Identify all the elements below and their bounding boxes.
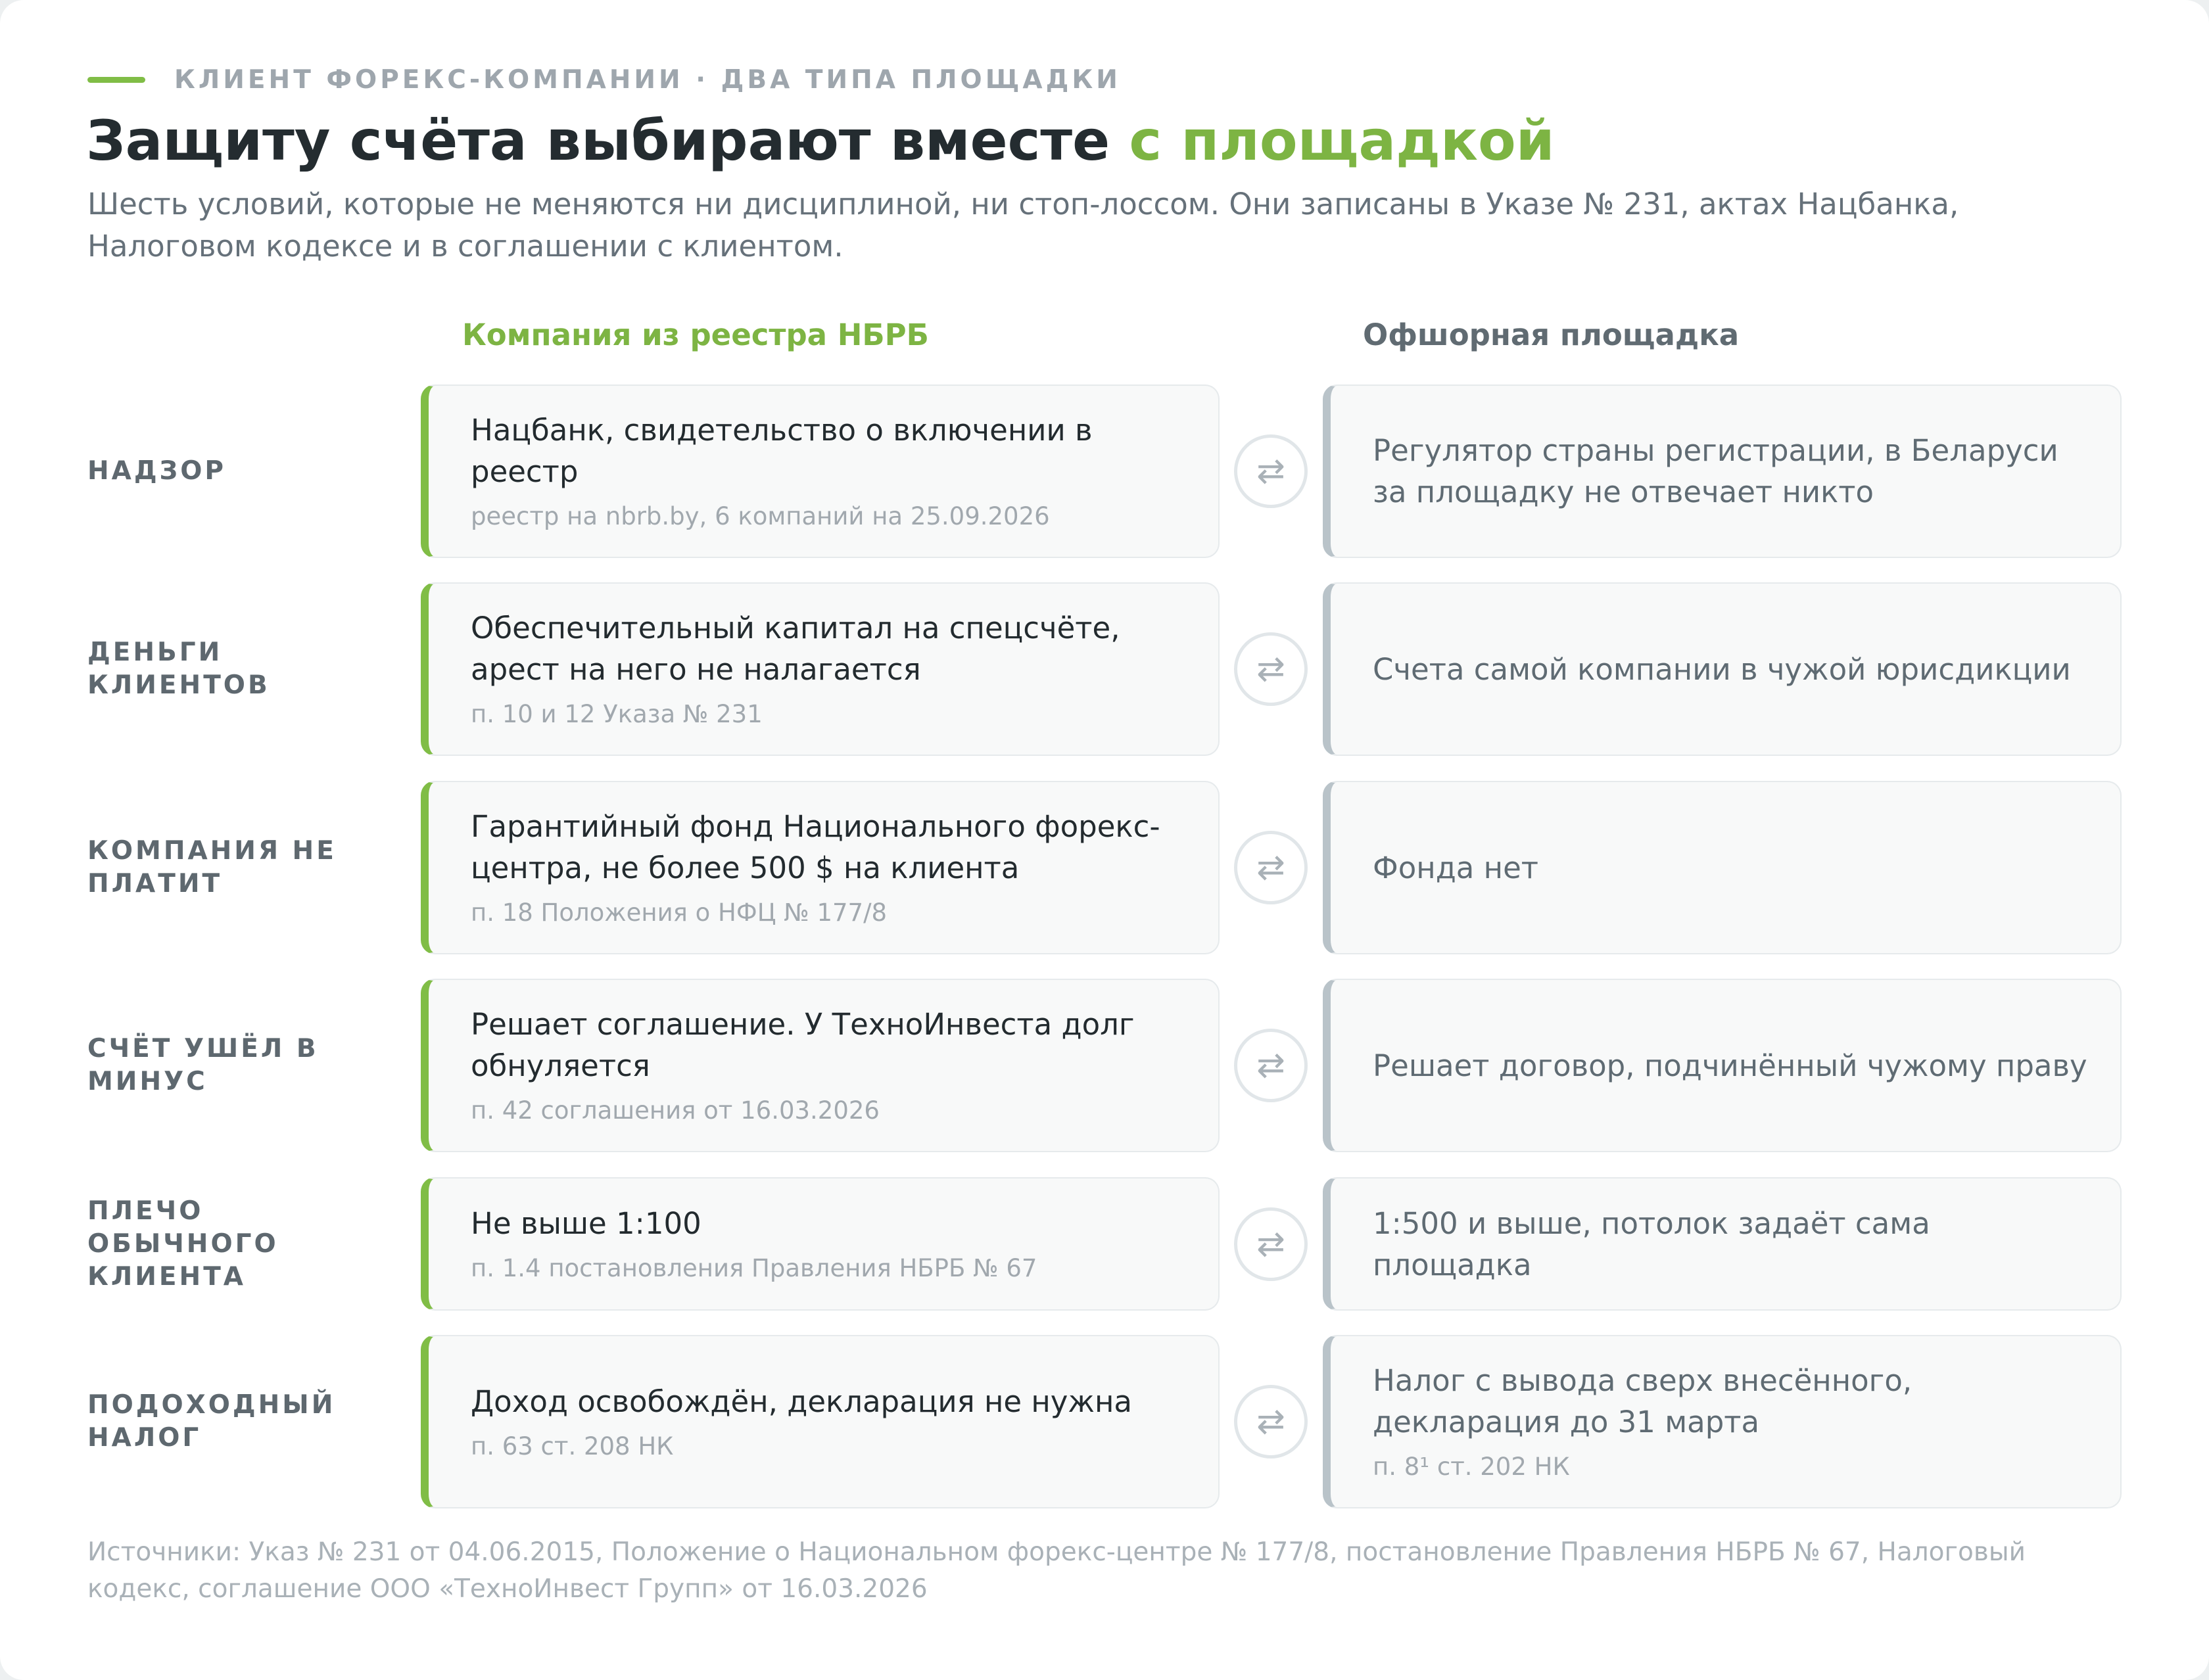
offshore-cell <box>1323 1177 2122 1311</box>
title-main: Защиту счёта выбирают вместе <box>86 108 1129 173</box>
registry-cell <box>421 582 1220 756</box>
comparison-row-supervision <box>0 385 2209 558</box>
registry-cell <box>421 1335 1220 1508</box>
offshore-cell-text: Регулятор страны регистрации, в Беларуси за площадку не отвечает никто <box>1373 433 2058 509</box>
offshore-cell <box>1323 385 2122 558</box>
offshore-cell-source: п. 8¹ ст. 202 НК <box>1373 1453 1570 1481</box>
swap-arrows-icon: ⇄ <box>1234 831 1308 904</box>
offshore-cell-text: Решает договор, подчинённый чужому праву <box>1373 1048 2087 1083</box>
column-header-registry: Компания из реестра НБРБ <box>462 317 929 352</box>
registry-cell-text: Гарантийный фонд Национального форекс-центра, не более 500 $ на клиента <box>471 809 1160 885</box>
swap-arrows-icon: ⇄ <box>1234 1207 1308 1281</box>
registry-cell-source: п. 10 и 12 Указа № 231 <box>471 700 763 728</box>
offshore-cell <box>1323 582 2122 756</box>
offshore-cell-text: Налог с вывода сверх внесённого, декларация до 31 марта <box>1373 1363 1912 1439</box>
row-label: КОМПАНИЯ НЕ ПЛАТИТ <box>87 836 337 898</box>
swap-arrows-icon: ⇄ <box>1234 434 1308 508</box>
registry-cell <box>421 385 1220 558</box>
comparison-row-leverage <box>0 1177 2209 1311</box>
offshore-cell <box>1323 1335 2122 1508</box>
registry-cell-text: Обеспечительный капитал на спецсчёте, арест на него не налагается <box>471 611 1120 687</box>
column-header-offshore: Офшорная площадка <box>1363 317 1740 352</box>
comparison-row-client-funds <box>0 582 2209 756</box>
row-label: ПОДОХОДНЫЙ НАЛОГ <box>87 1390 336 1453</box>
offshore-cell-text: Счета самой компании в чужой юрисдикции <box>1373 651 2071 687</box>
registry-cell-source: п. 42 соглашения от 16.03.2026 <box>471 1096 880 1125</box>
eyebrow <box>87 63 1121 96</box>
comparison-row-negative-balance <box>0 979 2209 1152</box>
row-label: ДЕНЬГИ КЛИЕНТОВ <box>87 638 270 700</box>
row-label: ПЛЕЧО ОБЫЧНОГО КЛИЕНТА <box>87 1196 279 1292</box>
registry-cell-text: Решает соглашение. У ТехноИнвеста долг обнуляется <box>471 1007 1135 1083</box>
registry-cell <box>421 781 1220 954</box>
registry-cell-text: Нацбанк, свидетельство о включении в реестр <box>471 413 1093 489</box>
registry-cell-source: реестр на nbrb.by, 6 компаний на 25.09.2026 <box>471 502 1050 530</box>
swap-arrows-icon: ⇄ <box>1234 1385 1308 1458</box>
title-accent: с площадкой <box>1129 108 1555 173</box>
comparison-row-income-tax <box>0 1335 2209 1508</box>
swap-arrows-icon: ⇄ <box>1234 1029 1308 1102</box>
offshore-cell-text: Фонда нет <box>1373 850 1539 885</box>
eyebrow-text: КЛИЕНТ ФОРЕКС-КОМПАНИИ · ДВА ТИПА ПЛОЩАДКИ <box>174 64 1121 95</box>
registry-cell-text: Не выше 1:100 <box>471 1206 701 1241</box>
offshore-cell-text: 1:500 и выше, потолок задаёт сама площадка <box>1373 1205 1930 1282</box>
comparison-row-guarantee-fund <box>0 781 2209 954</box>
registry-cell-source: п. 1.4 постановления Правления НБРБ № 67 <box>471 1254 1037 1282</box>
registry-cell-text: Доход освобождён, декларация не нужна <box>471 1384 1132 1419</box>
swap-arrows-icon: ⇄ <box>1234 632 1308 706</box>
registry-cell <box>421 979 1220 1152</box>
registry-cell-source: п. 63 ст. 208 НК <box>471 1432 674 1460</box>
offshore-cell <box>1323 979 2122 1152</box>
offshore-cell <box>1323 781 2122 954</box>
subtitle: Шесть условий, которые не меняются ни дисциплиной, ни стоп-лоссом. Они записаны в Указе № 231, актах Нацбанка, Налоговом кодексе и в соглашении с клиентом. <box>87 187 1959 264</box>
registry-cell <box>421 1177 1220 1311</box>
sources-footnote: Источники: Указ № 231 от 04.06.2015, Положение о Национальном форекс-центре № 177/8, постановление Правления НБРБ № 67, Налоговый кодекс, соглашение ООО «ТехноИнвест Групп» от 16.03.2026 <box>87 1537 2026 1604</box>
page-title <box>86 104 1555 177</box>
registry-cell-source: п. 18 Положения о НФЦ № 177/8 <box>471 898 888 927</box>
row-label: НАДЗОР <box>87 456 227 486</box>
eyebrow-accent-line <box>87 77 145 83</box>
row-label: СЧЁТ УШЁЛ В МИНУС <box>87 1034 319 1096</box>
